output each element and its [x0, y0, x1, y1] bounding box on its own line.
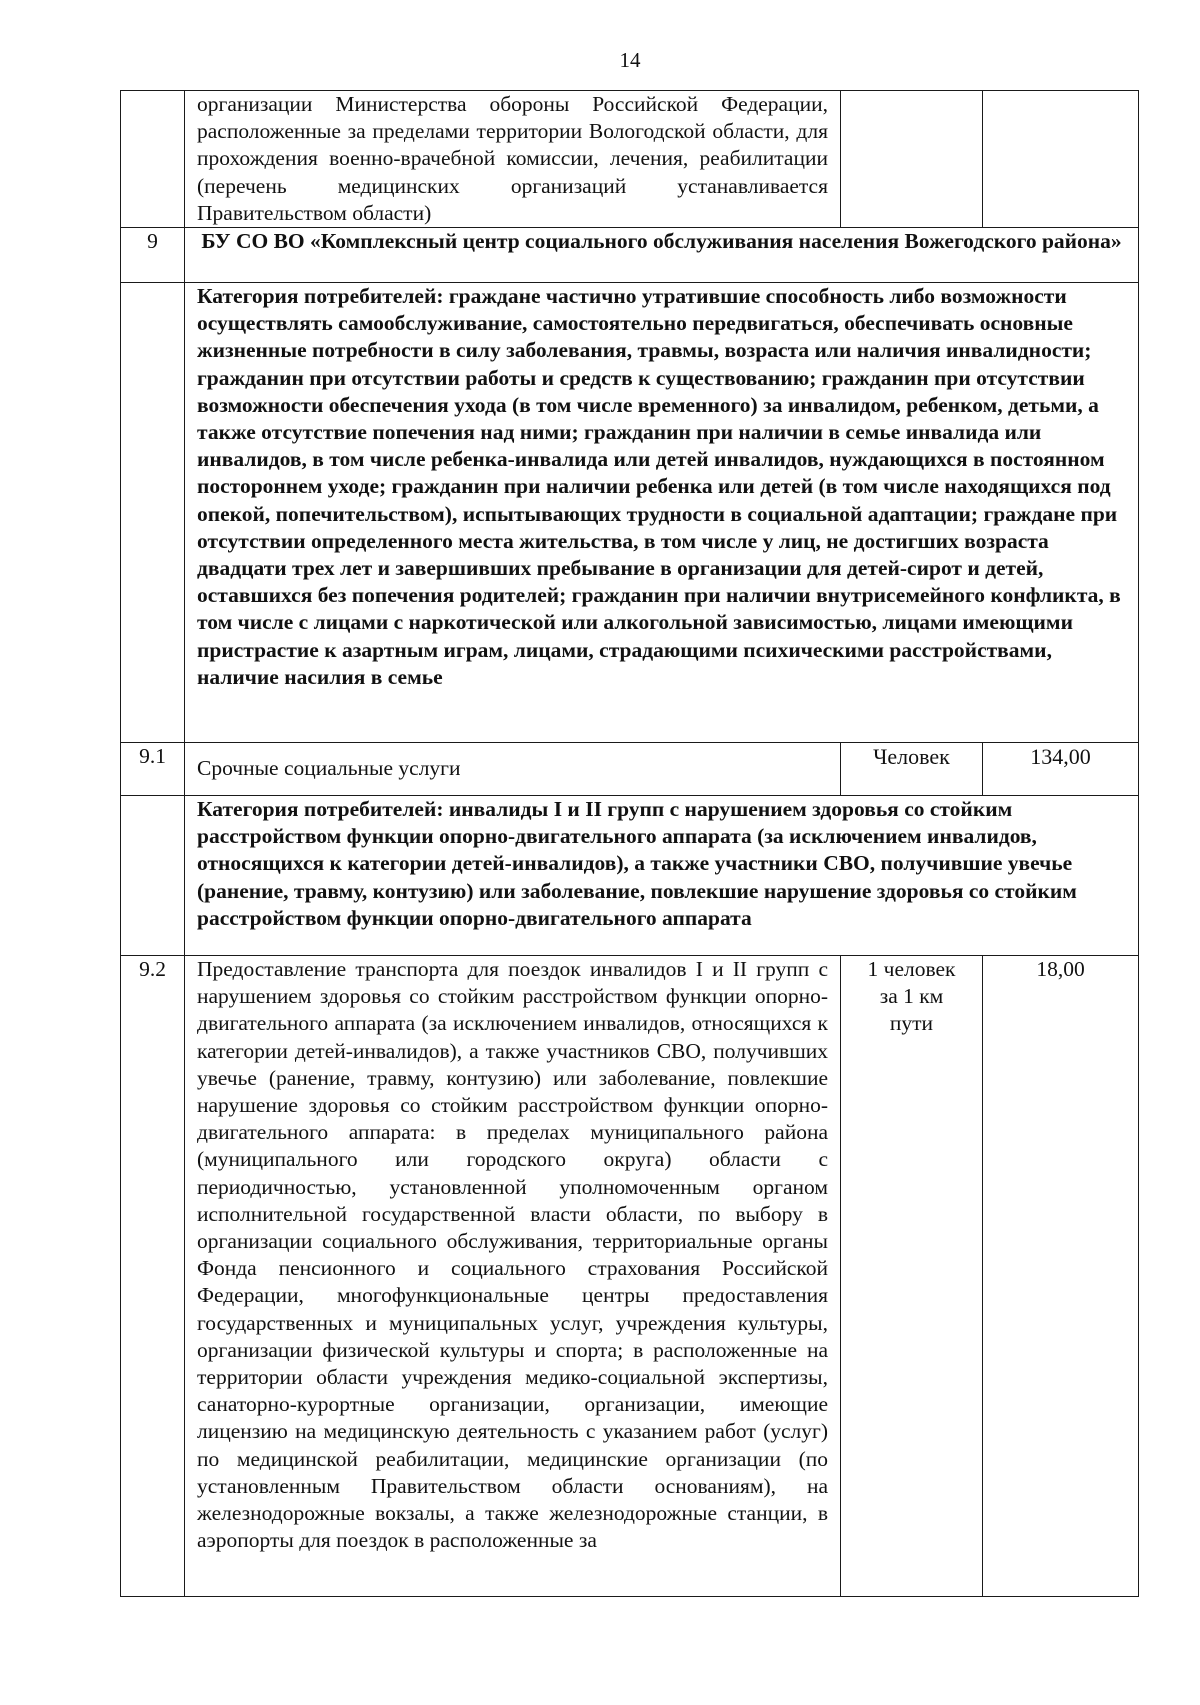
- row-number: [121, 796, 185, 956]
- unit-line: пути: [889, 1011, 934, 1036]
- consumer-category: Категория потребителей: граждане частично утратившие способность либо возможности осуществлять самообслуживание, самостоятельно передвигаться, обеспечивать основные жизненные потребности в силу заболевания, травмы, возраста или наличия инвалидности; гражданин при отсутствии работы и средств к существованию; гражданин при отсутствии возможности обеспечения ухода (в том числе временного) за инвалидом, ребенком, детьми, а также отсутствие попечения над ними; гражданин при наличии в семье инвалида или инвалидов, в том числе ребенка-инвалида или детей инвалидов, нуждающихся в постоянном постороннем уходе; гражданин при наличии ребенка или детей (в том числе находящихся под опекой, попечительством), испытывающих трудности в социальной адаптации; граждане при отсутствии определенного места жительства, в том числе у лиц, не достигших возраста двадцати трех лет и завершивших пребывание в организации для детей-сирот и детей, оставшихся без попечения родителей; гражданин при наличии внутрисемейного конфликта, в том числе с лицами с наркотической или алкогольной зависимостью, лицами имеющими пристрастие к азартным играм, лицами, страдающими психическими расстройствами, наличие насилия в семье: [185, 283, 1139, 743]
- row-number: 9.1: [121, 743, 185, 796]
- unit-cell: Человек: [841, 743, 983, 796]
- service-name: Срочные социальные услуги: [185, 743, 841, 796]
- consumer-category: Категория потребителей: инвалиды I и II групп с нарушением здоровья со стойким расстройством функции опорно-двигательного аппарата (за исключением инвалидов, относящихся к категории детей-инвалидов), а также участники СВО, получившие увечье (ранение, травму, контузию) или заболевание, повлекшие нарушение здоровья со стойким расстройством функции опорно-двигательного аппарата: [185, 796, 1139, 956]
- service-description: Предоставление транспорта для поездок инвалидов I и II групп с нарушением здоровья со стойким расстройством функции опорно-двигательного аппарата (за исключением инвалидов, относящихся к категории детей-инвалидов), а также участников СВО, получивших увечье (ранение, травму, контузию) или заболевание, повлекшие нарушение здоровья со стойким расстройством функции опорно-двигательного аппарата: в пределах муниципального района (муниципального или городского округа) области с периодичностью, установленной уполномоченным органом исполнительной государственной власти области, по выбору в организации социального обслуживания, территориальные органы Фонда пенсионного и социального страхования Российской Федерации, многофункциональные центры предоставления государственных и муниципальных услуг, учреждения культуры, организации физической культуры и спорта; в расположенные на территории области учреждения медико-социальной экспертизы, санаторно-курортные организации, организации, имеющие лицензию на медицинскую деятельность с указанием работ (услуг) по медицинской реабилитации, медицинские организации (по установленным Правительством области основаниям), на железнодорожные вокзалы, а также железнодорожные станции, в аэропорты для поездок в расположенные за: [185, 956, 841, 1597]
- table-row: [121, 956, 1139, 1597]
- tariff-value: 134,00: [983, 743, 1139, 796]
- row-number: 9: [121, 228, 185, 283]
- unit-line: за 1 км: [879, 984, 944, 1009]
- tariff-value: 18,00: [983, 956, 1139, 1597]
- service-description: организации Министерства обороны Российской Федерации, расположенные за пределами территории Вологодской области, для прохождения военно-врачебной комиссии, лечения, реабилитации (перечень медицинских организаций устанавливается Правительством области): [185, 91, 841, 228]
- unit-cell: [841, 91, 983, 228]
- unit-cell: [841, 956, 983, 1597]
- row-number: [121, 283, 185, 743]
- table-row: [121, 796, 1139, 956]
- tariff-value: [983, 91, 1139, 228]
- unit-line: 1 человек: [867, 957, 956, 982]
- row-number: 9.2: [121, 956, 185, 1597]
- organization-heading: БУ СО ВО «Комплексный центр социального обслуживания населения Вожегодского района»: [185, 228, 1139, 283]
- table-row: [121, 283, 1139, 743]
- table-row: [121, 91, 1139, 228]
- table-row: [121, 743, 1139, 796]
- table-row: [121, 228, 1139, 283]
- row-number: [121, 91, 185, 228]
- page-number: 14: [619, 48, 641, 72]
- tariff-table: [120, 90, 1139, 1597]
